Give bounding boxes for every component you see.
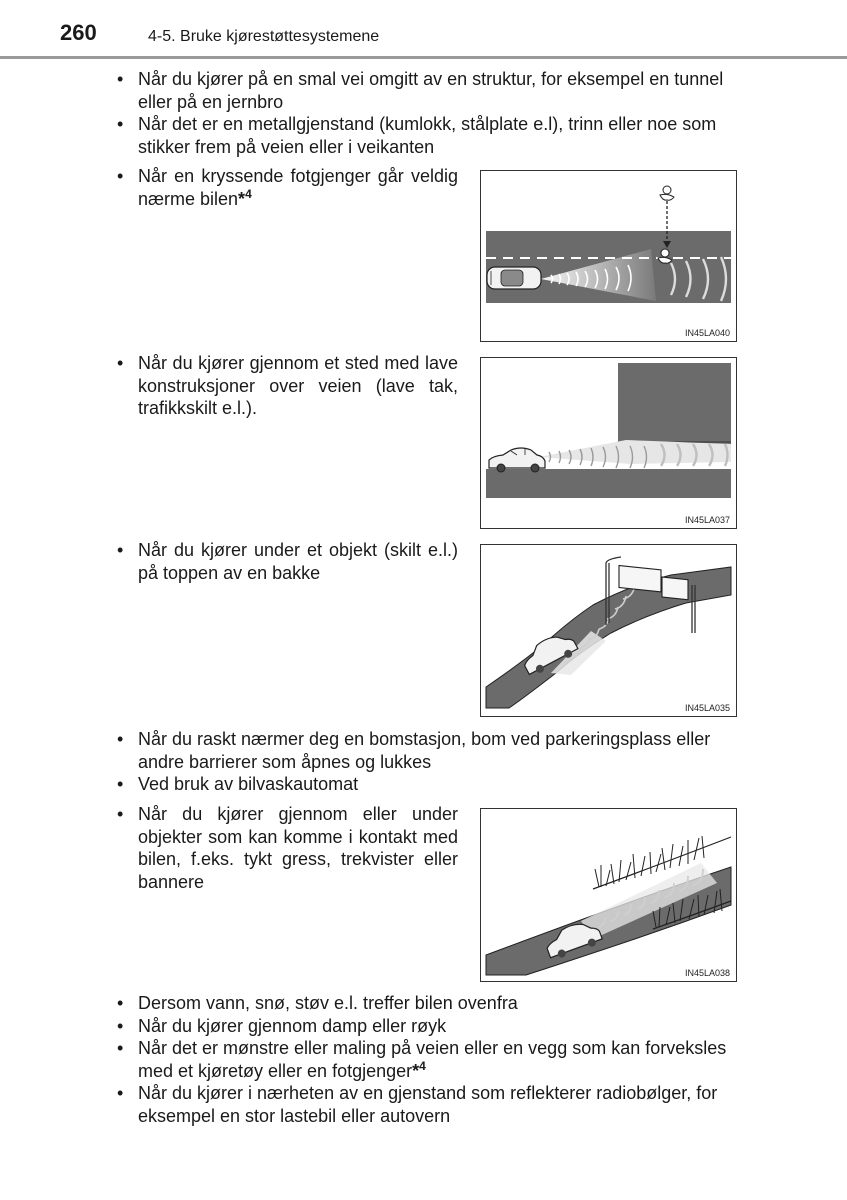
road: [486, 469, 731, 498]
bullet-list-middle: [115, 728, 755, 796]
list-item: • Ved bruk av bilvaskautomat: [115, 773, 755, 796]
list-item: • Når du kjører gjennom eller under objekter som kan komme i kontakt med bilen, f.eks. tykt gress, trekvister eller bannere: [115, 803, 458, 893]
footnote-star: *: [238, 188, 246, 209]
bullet-list-bottom: [115, 992, 755, 1127]
figure-id: IN45LA040: [684, 328, 730, 338]
list-item: • Dersom vann, snø, støv e.l. treffer bilen ovenfra: [115, 992, 755, 1015]
list-item: • Når du kjører på en smal vei omgitt av en struktur, for eksempel en tunnel eller på en jernbro: [115, 68, 755, 113]
list-item: [115, 165, 458, 210]
list-item: • Når du kjører gjennom damp eller røyk: [115, 1015, 755, 1038]
car-icon: [487, 267, 541, 289]
figure-low-structure: [480, 357, 737, 529]
figure-pedestrian: [480, 170, 737, 342]
figure-id: IN45LA038: [684, 968, 730, 978]
list-item: • Når du raskt nærmer deg en bomstasjon, bom ved parkeringsplass eller andre barrierer som åpnes og lukkes: [115, 728, 755, 773]
radar-beam: [539, 440, 731, 464]
figure-id: IN45LA037: [684, 515, 730, 525]
list-item: • Når du kjører i nærheten av en gjenstand som reflekterer radiobølger, for eksempel en stor lastebil eller autovern: [115, 1082, 755, 1127]
footnote-number: 4: [419, 1058, 426, 1073]
list-item: [115, 1037, 755, 1082]
footnote-star: *: [412, 1060, 420, 1081]
list-item: • Når det er en metallgjenstand (kumlokk, stålplate e.l), trinn eller noe som stikker frem på veien eller i veikanten: [115, 113, 755, 158]
list-item: • Når du kjører gjennom et sted med lave konstruksjoner over veien (lave tak, trafikkskilt e.l.).: [115, 352, 458, 420]
page-number: 260: [60, 20, 97, 45]
grass-illustration: [481, 809, 736, 981]
bullet-item-grass: [115, 803, 458, 893]
figure-hill-sign: [480, 544, 737, 717]
section-title: 4-5. Bruke kjørestøttesystemene: [148, 28, 380, 45]
car-icon: [489, 448, 545, 472]
pedestrian-illustration: [481, 171, 736, 341]
low-structure-illustration: [481, 358, 736, 528]
figure-id: IN45LA035: [684, 703, 730, 713]
footnote-number: 4: [245, 186, 252, 201]
header-rule: [0, 56, 847, 59]
page-header: [0, 0, 847, 60]
bullet-list-top: [115, 68, 755, 158]
hill-sign-illustration: [481, 545, 736, 716]
list-item: • Når du kjører under et objekt (skilt e.l.) på toppen av en bakke: [115, 539, 458, 584]
list-item-text: Når en kryssende fotgjenger går veldig nærme bilen: [138, 166, 458, 209]
figure-grass: [480, 808, 737, 982]
list-item-text: Når det er mønstre eller maling på veien eller en vegg som kan forveksles med et kjøretøy eller en fotgjenger: [138, 1038, 727, 1081]
bullet-item-hill-sign: [115, 539, 458, 584]
bullet-item-pedestrian: [115, 165, 458, 210]
bullet-item-low-structures: [115, 352, 458, 420]
overhead-structure: [618, 363, 731, 445]
